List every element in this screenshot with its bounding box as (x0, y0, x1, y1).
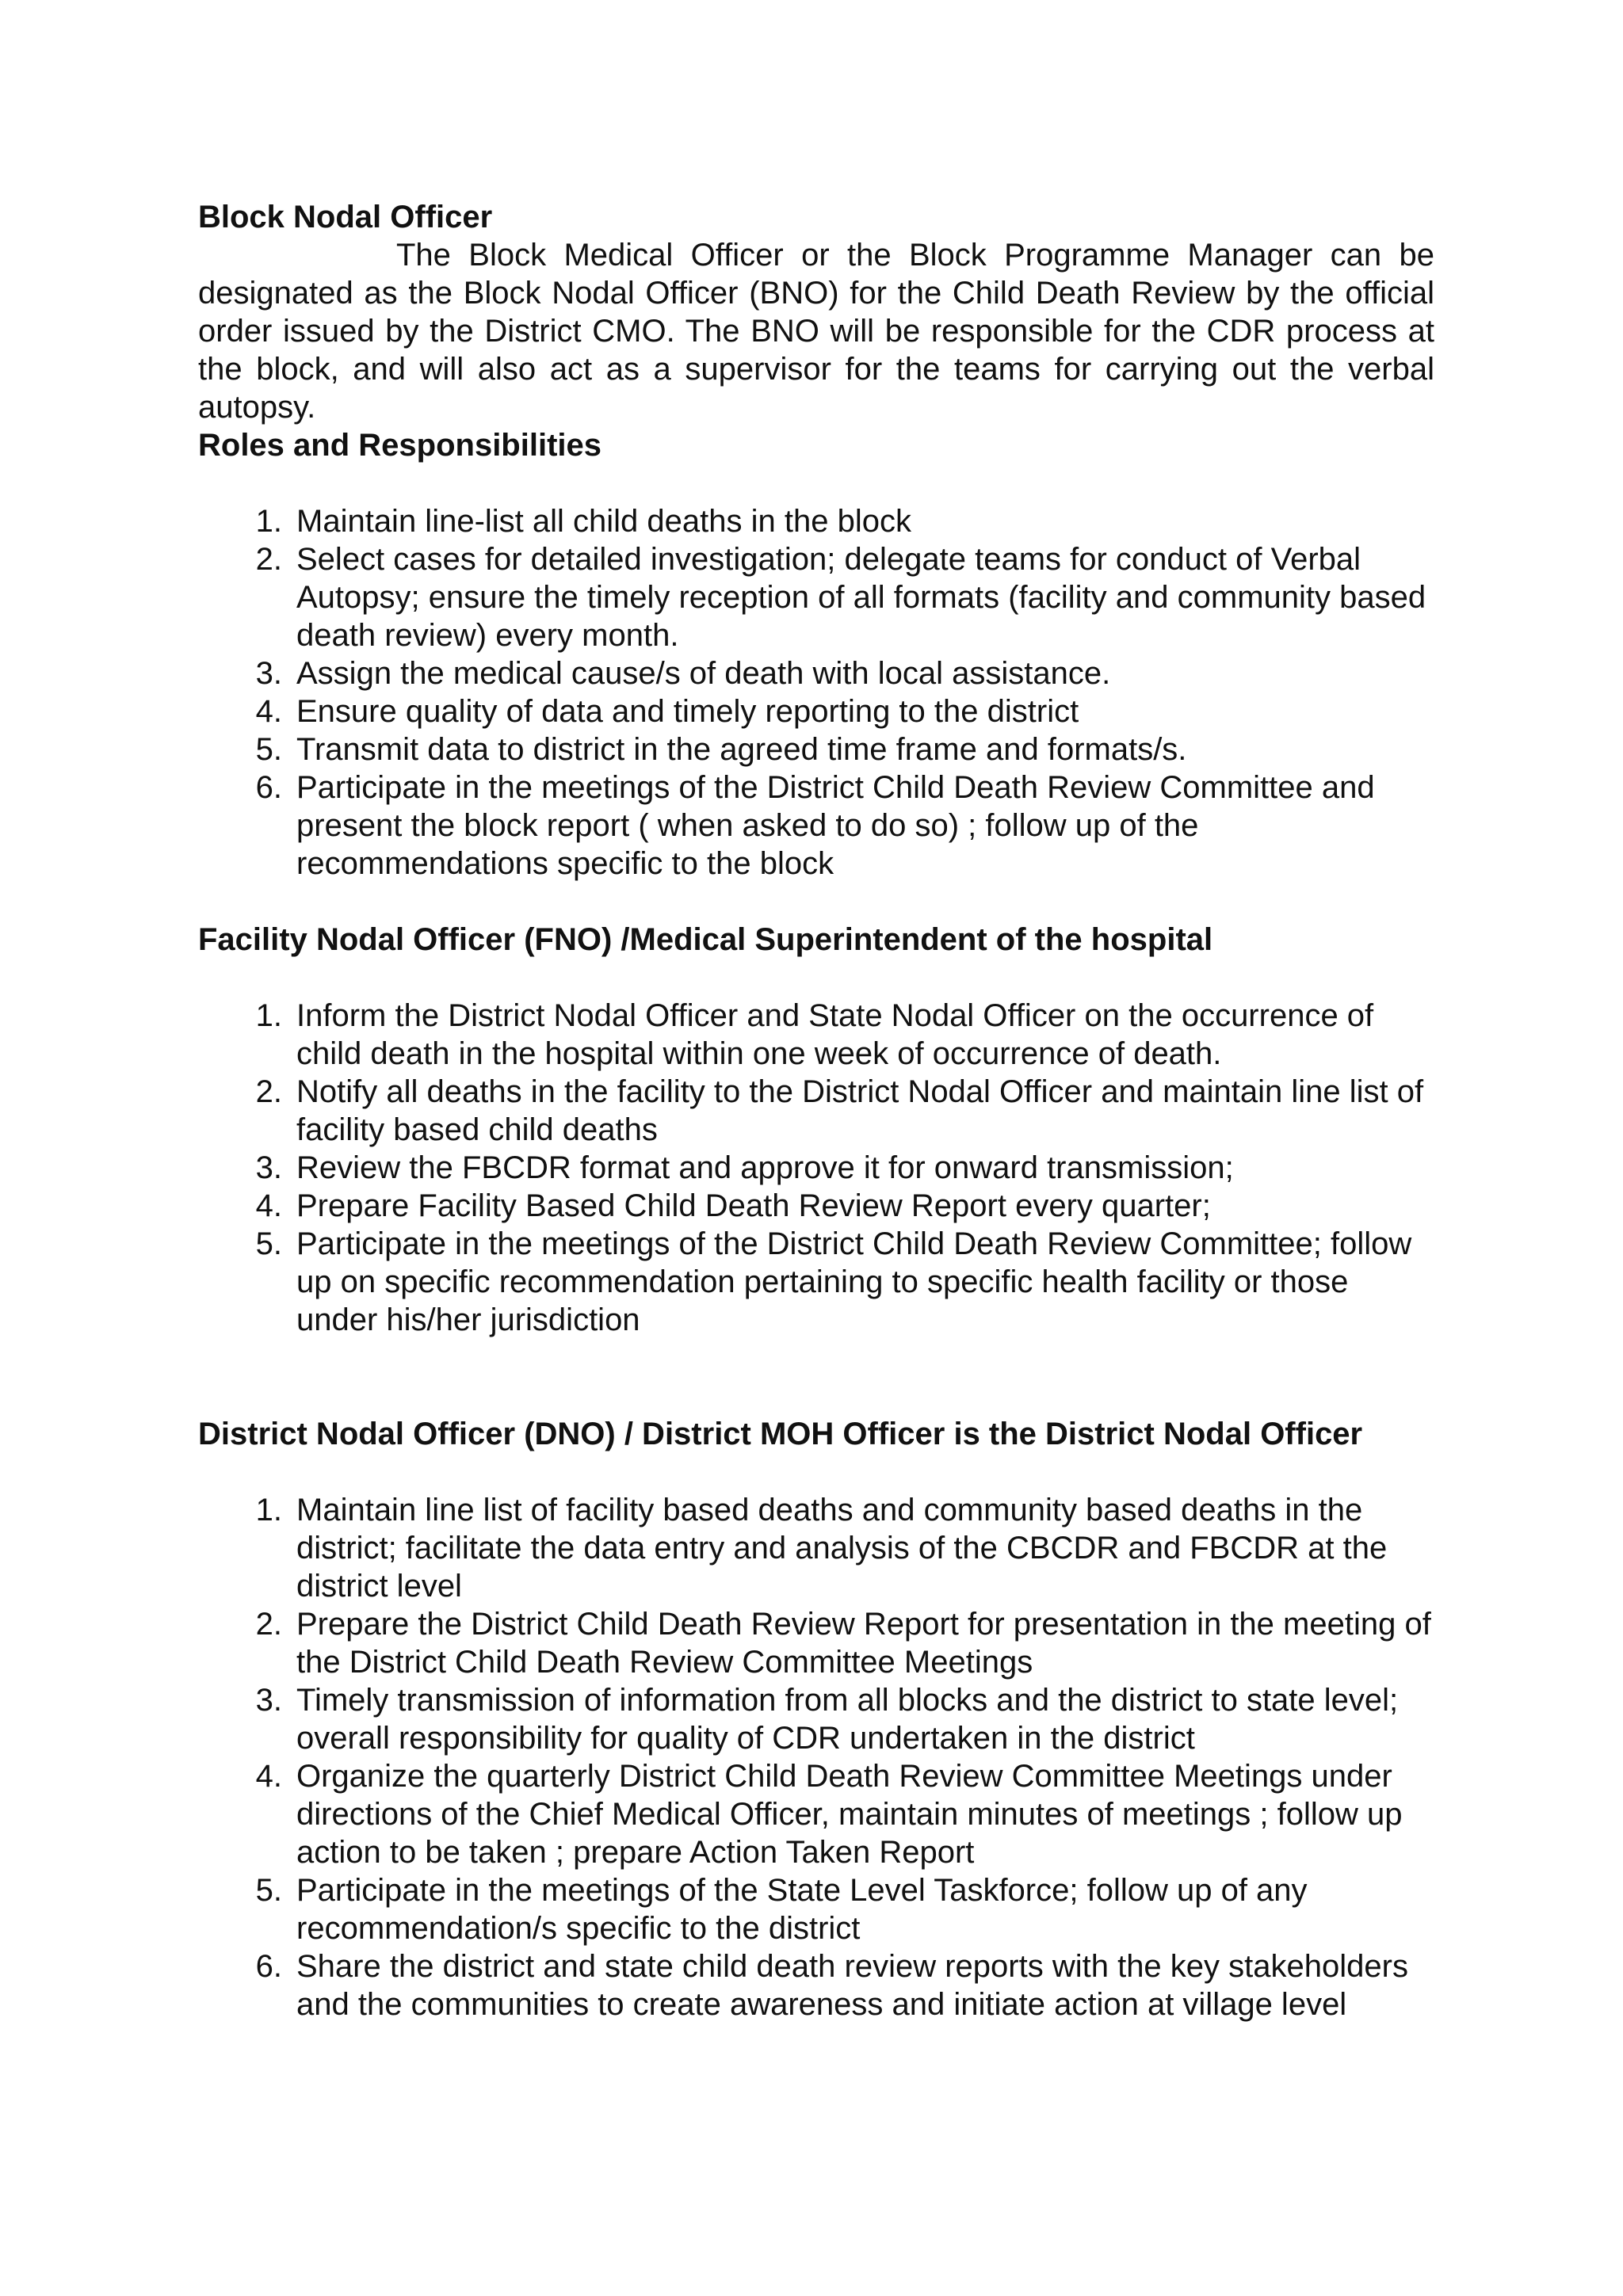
list-item (198, 730, 1434, 769)
list-item-text: Notify all deaths in the facility to the District Nodal Officer and maintain line list of facility based child deaths (296, 1074, 1424, 1147)
list-item-text: Participate in the meetings of the District Child Death Review Committee and present the block report ( when asked to do so) ; follow up of the recommendations specific to the block (296, 770, 1375, 881)
list-item (198, 1605, 1434, 1681)
heading-block-nodal-officer: Block Nodal Officer (198, 200, 493, 235)
spacer (198, 883, 1434, 921)
list-item-number: 3. (255, 1683, 282, 1718)
list-item-text: Assign the medical cause/s of death with local assistance. (296, 656, 1111, 691)
list-item (198, 1491, 1434, 1605)
list-item-text: Share the district and state child death review reports with the key stakeholders and the communities to create awareness and initiate action at village level (296, 1949, 1408, 2022)
list-item-text: Prepare Facility Based Child Death Review Report every quarter; (296, 1188, 1211, 1223)
list-item (198, 1187, 1434, 1225)
list-item-number: 5. (255, 732, 282, 767)
list-item-text: Inform the District Nodal Officer and State Nodal Officer on the occurrence of child death in the hospital within one week of occurrence of death. (296, 998, 1374, 1071)
list-item-text: Timely transmission of information from all blocks and the district to state level; overall responsibility for quality of CDR undertaken in the district (296, 1683, 1399, 1756)
list-item (198, 1225, 1434, 1339)
list-item-number: 1. (255, 1493, 282, 1527)
fno-responsibilities-list (198, 997, 1434, 1339)
list-item (198, 654, 1434, 692)
list-item (198, 1681, 1434, 1757)
dno-responsibilities-list (198, 1491, 1434, 2023)
list-item-text: Transmit data to district in the agreed time frame and formats/s. (296, 732, 1187, 767)
list-item-number: 1. (255, 504, 282, 539)
spacer (198, 1339, 1434, 1415)
heading-roles-and-responsibilities: Roles and Responsibilities (198, 428, 602, 463)
list-item-number: 5. (255, 1226, 282, 1261)
document-content (198, 198, 1434, 2023)
list-item-number: 3. (255, 1150, 282, 1185)
list-item-number: 2. (255, 1607, 282, 1642)
list-item (198, 1871, 1434, 1947)
list-item-text: Participate in the meetings of the District Child Death Review Committee; follow up on specific recommendation pertaining to specific health facility or those under his/her jurisdiction (296, 1226, 1412, 1337)
spacer (198, 959, 1434, 997)
list-item (198, 1073, 1434, 1149)
list-item (198, 502, 1434, 540)
list-item-number: 2. (255, 542, 282, 577)
list-item-text: Maintain line-list all child deaths in the block (296, 504, 911, 539)
bno-responsibilities-list (198, 502, 1434, 883)
list-item-text: Prepare the District Child Death Review Report for presentation in the meeting of the District Child Death Review Committee Meetings (296, 1607, 1431, 1680)
bno-description-paragraph: The Block Medical Officer or the Block Programme Manager can be designated as the Block Nodal Officer (BNO) for the Child Death Review by the official order issued by the District CMO. The BNO will be responsible for the CDR process at the block, and will also act as a supervisor for the teams for carrying out the verbal autopsy. (198, 238, 1434, 425)
list-item-text: Ensure quality of data and timely reporting to the district (296, 694, 1079, 729)
list-item-number: 2. (255, 1074, 282, 1109)
list-item (198, 769, 1434, 883)
list-item-number: 6. (255, 1949, 282, 1984)
list-item-number: 3. (255, 656, 282, 691)
list-item-text: Maintain line list of facility based deaths and community based deaths in the district; facilitate the data entry and analysis of the CBCDR and FBCDR at the district level (296, 1493, 1388, 1604)
list-item (198, 1149, 1434, 1187)
list-item (198, 692, 1434, 730)
list-item-number: 4. (255, 694, 282, 729)
heading-district-nodal-officer: District Nodal Officer (DNO) / District MOH Officer is the District Nodal Officer (198, 1417, 1363, 1451)
list-item-number: 4. (255, 1188, 282, 1223)
list-item (198, 997, 1434, 1073)
list-item-text: Organize the quarterly District Child Death Review Committee Meetings under directions of the Chief Medical Officer, maintain minutes of meetings ; follow up action to be taken ; prepare Action Taken Report (296, 1759, 1403, 1870)
list-item-number: 4. (255, 1759, 282, 1794)
spacer (198, 1453, 1434, 1491)
list-item-text: Participate in the meetings of the State Level Taskforce; follow up of any recommendation/s specific to the district (296, 1873, 1308, 1946)
list-item-text: Select cases for detailed investigation; delegate teams for conduct of Verbal Autopsy; ensure the timely reception of all formats (facility and community based death review) every month. (296, 542, 1426, 653)
list-item-number: 5. (255, 1873, 282, 1908)
list-item-number: 6. (255, 770, 282, 805)
list-item-number: 1. (255, 998, 282, 1033)
spacer (198, 464, 1434, 502)
heading-facility-nodal-officer: Facility Nodal Officer (FNO) /Medical Superintendent of the hospital (198, 922, 1213, 957)
list-item-text: Review the FBCDR format and approve it for onward transmission; (296, 1150, 1234, 1185)
list-item (198, 540, 1434, 654)
list-item (198, 1947, 1434, 2023)
list-item (198, 1757, 1434, 1871)
